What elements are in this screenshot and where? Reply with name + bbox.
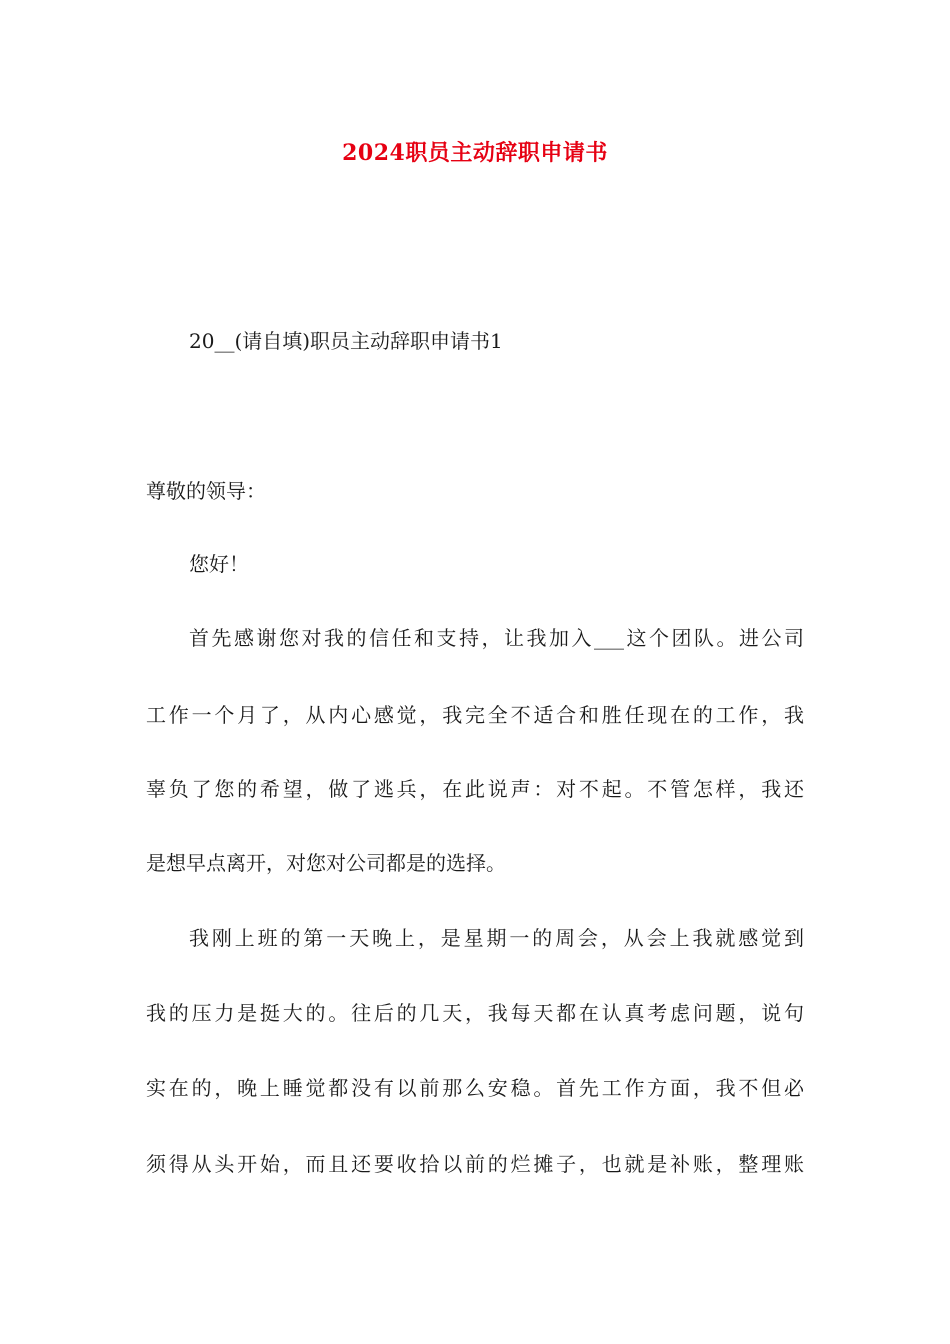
- document-subtitle: 20__(请自填)职员主动辞职申请书1: [189, 329, 503, 353]
- salutation: 尊敬的领导：: [146, 479, 266, 503]
- paragraph-2-line-1: 我刚上班的第一天晚上，是星期一的周会，从会上我就感觉到: [189, 926, 804, 950]
- paragraph-2-line-4: 须得从头开始，而且还要收拾以前的烂摊子，也就是补账，整理账: [146, 1152, 804, 1176]
- greeting: 您好！: [189, 552, 249, 576]
- paragraph-2-line-3: 实在的，晚上睡觉都没有以前那么安稳。首先工作方面，我不但必: [146, 1076, 804, 1100]
- paragraph-1-line-4: 是想早点离开，对您对公司都是的选择。: [146, 851, 506, 875]
- paragraph-2-line-2: 我的压力是挺大的。往后的几天，我每天都在认真考虑问题，说句: [146, 1001, 804, 1025]
- paragraph-1-line-1: 首先感谢您对我的信任和支持，让我加入___这个团队。进公司: [189, 626, 804, 650]
- paragraph-1-line-2: 工作一个月了，从内心感觉，我完全不适合和胜任现在的工作，我: [146, 703, 804, 727]
- paragraph-1-line-3: 辜负了您的希望，做了逃兵，在此说声：对不起。不管怎样，我还: [146, 777, 804, 801]
- document-title: 2024职员主动辞职申请书: [342, 140, 608, 166]
